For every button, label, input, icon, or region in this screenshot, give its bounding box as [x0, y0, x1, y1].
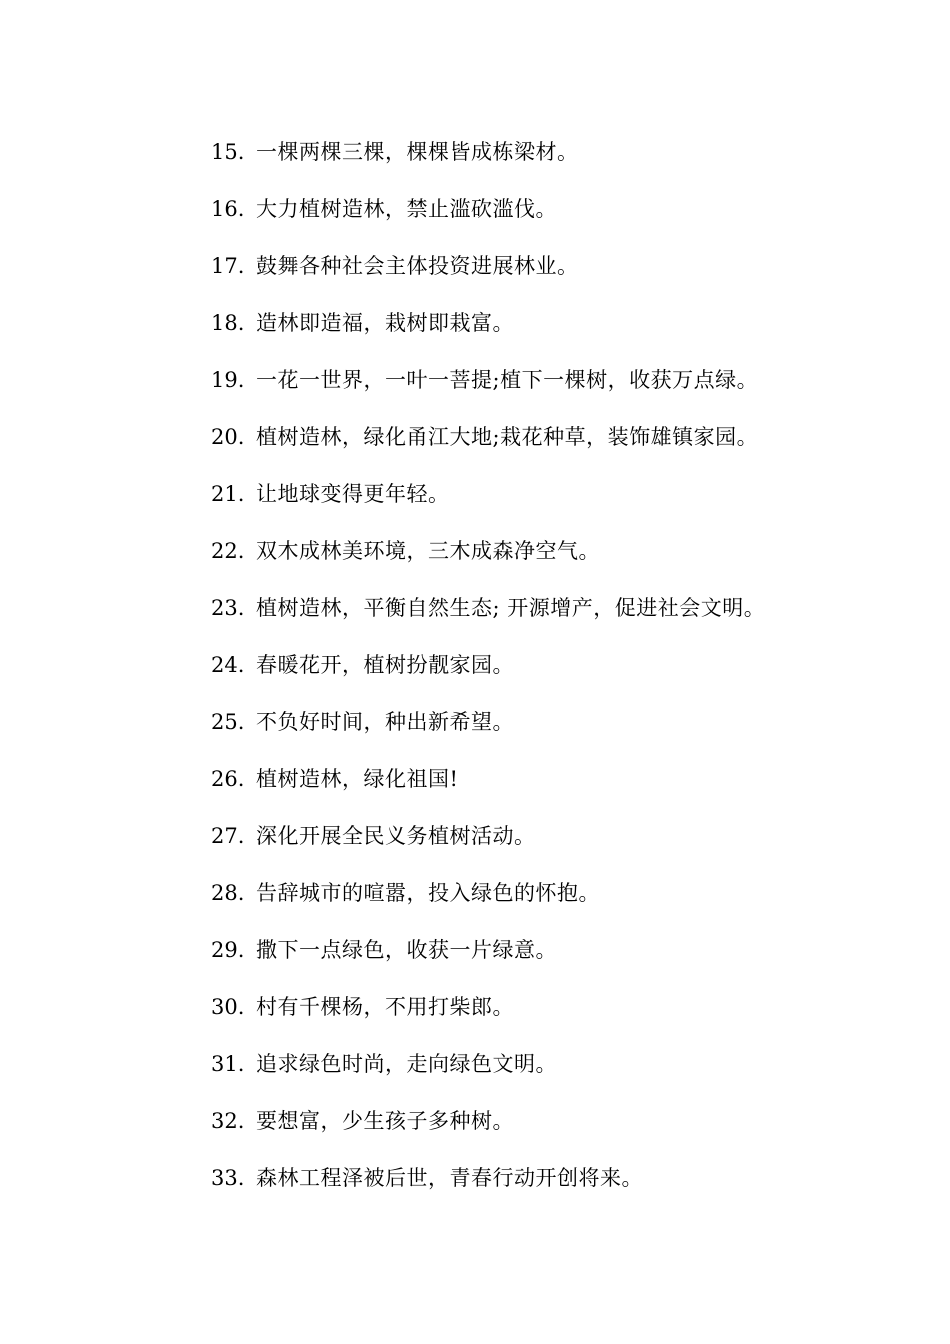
item-text: 撒下一点绿色，收获一片绿意。: [256, 938, 557, 962]
item-number: 20.: [211, 425, 245, 449]
list-item: [211, 536, 765, 593]
item-text: 春暖花开，植树扮靓家园。: [256, 653, 514, 677]
list-item: [211, 992, 765, 1049]
slogan-list: [211, 137, 765, 1220]
item-number: 30.: [211, 995, 245, 1019]
item-text: 一棵两棵三棵，棵棵皆成栋梁材。: [256, 140, 579, 164]
item-number: 33.: [211, 1166, 245, 1190]
list-item: [211, 479, 765, 536]
item-text: 告辞城市的喧嚣，投入绿色的怀抱。: [256, 881, 600, 905]
item-number: 24.: [211, 653, 245, 677]
item-text: 造林即造福，栽树即栽富。: [256, 311, 514, 335]
item-text: 让地球变得更年轻。: [256, 482, 450, 506]
item-text: 深化开展全民义务植树活动。: [256, 824, 536, 848]
list-item: [211, 821, 765, 878]
item-number: 16.: [211, 197, 245, 221]
item-number: 28.: [211, 881, 245, 905]
item-number: 31.: [211, 1052, 245, 1076]
item-text: 植树造林，绿化甬江大地;栽花种草，装饰雄镇家园。: [256, 425, 759, 449]
item-number: 32.: [211, 1109, 245, 1133]
item-text: 植树造林，平衡自然生态; 开源增产，促进社会文明。: [256, 596, 766, 620]
item-number: 25.: [211, 710, 245, 734]
list-item: [211, 308, 765, 365]
list-item: [211, 650, 765, 707]
list-item: [211, 1163, 765, 1220]
item-text: 一花一世界，一叶一菩提;植下一棵树，收获万点绿。: [256, 368, 759, 392]
list-item: [211, 137, 765, 194]
item-text: 森林工程泽被后世，青春行动开创将来。: [256, 1166, 643, 1190]
item-text: 村有千棵杨，不用打柴郎。: [256, 995, 514, 1019]
list-item: [211, 422, 765, 479]
list-item: [211, 593, 765, 650]
item-number: 17.: [211, 254, 245, 278]
item-text: 双木成林美环境，三木成森净空气。: [256, 539, 600, 563]
item-number: 19.: [211, 368, 245, 392]
list-item: [211, 365, 765, 422]
list-item: [211, 194, 765, 251]
list-item: [211, 1106, 765, 1163]
list-item: [211, 935, 765, 992]
item-text: 要想富，少生孩子多种树。: [256, 1109, 514, 1133]
item-number: 27.: [211, 824, 245, 848]
list-item: [211, 764, 765, 821]
item-number: 26.: [211, 767, 245, 791]
item-text: 不负好时间，种出新希望。: [256, 710, 514, 734]
list-item: [211, 707, 765, 764]
item-text: 大力植树造林，禁止滥砍滥伐。: [256, 197, 557, 221]
item-text: 鼓舞各种社会主体投资进展林业。: [256, 254, 579, 278]
item-number: 15.: [211, 140, 245, 164]
item-number: 18.: [211, 311, 245, 335]
item-number: 21.: [211, 482, 245, 506]
item-text: 植树造林，绿化祖国!: [256, 767, 459, 791]
item-number: 23.: [211, 596, 245, 620]
list-item: [211, 878, 765, 935]
item-number: 22.: [211, 539, 245, 563]
item-text: 追求绿色时尚，走向绿色文明。: [256, 1052, 557, 1076]
list-item: [211, 251, 765, 308]
list-item: [211, 1049, 765, 1106]
item-number: 29.: [211, 938, 245, 962]
